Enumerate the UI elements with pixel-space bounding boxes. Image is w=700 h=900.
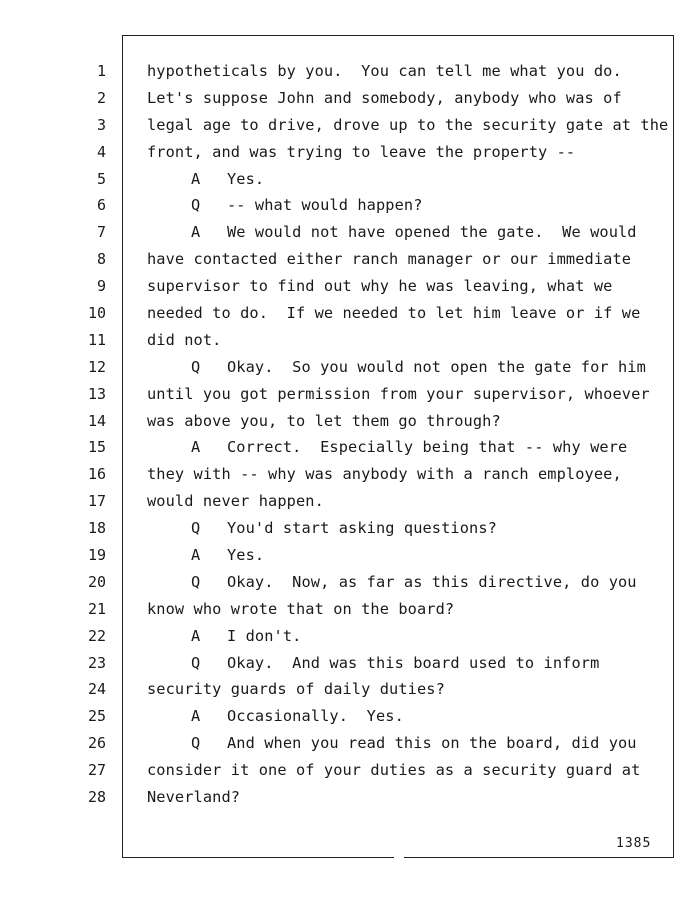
line-text: You'd start asking questions? <box>227 519 497 538</box>
transcript-line <box>147 246 667 273</box>
bottom-rule-left <box>122 857 394 858</box>
line-text: Okay. Now, as far as this directive, do you <box>227 572 637 591</box>
line-number: 2 <box>96 88 106 107</box>
speaker-label: Q <box>191 519 201 538</box>
line-text: front, and was trying to leave the property -- <box>147 142 576 161</box>
line-number: 7 <box>96 223 106 242</box>
line-number: 21 <box>87 599 106 618</box>
line-number: 11 <box>87 330 106 349</box>
transcript-line <box>147 515 667 542</box>
bottom-rule-right <box>404 857 674 858</box>
line-text: Yes. <box>227 169 265 188</box>
line-number: 19 <box>87 546 106 565</box>
speaker-label: A <box>191 169 201 188</box>
line-text: know who wrote that on the board? <box>147 599 455 618</box>
line-number: 1 <box>96 62 106 80</box>
line-text: We would not have opened the gate. We would <box>227 223 637 242</box>
line-number: 15 <box>87 438 106 457</box>
transcript-line <box>147 730 667 757</box>
transcript-line <box>147 192 667 219</box>
line-text: have contacted either ranch manager or our immediate <box>147 250 632 269</box>
transcript-line <box>147 703 667 730</box>
line-text: hypotheticals by you. You can tell me what you do. <box>147 62 622 80</box>
line-number: 4 <box>96 142 106 161</box>
transcript-line <box>147 219 667 246</box>
page-number: 1385 <box>616 836 652 851</box>
line-text: Okay. So you would not open the gate for him <box>227 357 646 376</box>
line-number: 17 <box>87 492 106 511</box>
transcript-line <box>147 139 667 166</box>
line-number: 5 <box>96 169 106 188</box>
speaker-label: Q <box>191 572 201 591</box>
line-text: legal age to drive, drove up to the security gate at the <box>147 115 669 134</box>
transcript-line <box>147 300 667 327</box>
speaker-label: A <box>191 626 201 645</box>
transcript-line <box>147 542 667 569</box>
line-number: 10 <box>87 304 106 323</box>
transcript-line <box>147 623 667 650</box>
transcript-line <box>147 569 667 596</box>
transcript-line <box>147 327 667 354</box>
line-number: 16 <box>87 465 106 484</box>
line-text: I don't. <box>227 626 302 645</box>
line-number: 9 <box>96 277 106 296</box>
transcript-line <box>147 784 667 811</box>
line-text: was above you, to let them go through? <box>147 411 501 430</box>
line-text: supervisor to find out why he was leaving, what we <box>147 277 613 296</box>
transcript-line <box>147 408 667 435</box>
transcript-line <box>147 58 667 85</box>
line-text: Yes. <box>227 546 265 565</box>
line-number: 3 <box>96 115 106 134</box>
transcript-line <box>147 166 667 193</box>
line-text: until you got permission from your supervisor, whoever <box>147 384 650 403</box>
transcript-line <box>147 112 667 139</box>
line-text: And when you read this on the board, did you <box>227 734 637 753</box>
line-text: they with -- why was anybody with a ranch employee, <box>147 465 622 484</box>
line-number: 22 <box>87 626 106 645</box>
transcript-line <box>147 85 667 112</box>
line-text: would never happen. <box>147 492 324 511</box>
transcript-line <box>147 461 667 488</box>
line-text: Occasionally. Yes. <box>227 707 404 726</box>
line-number-column <box>70 58 106 811</box>
transcript-line <box>147 434 667 461</box>
speaker-label: A <box>191 546 201 565</box>
line-text: Correct. Especially being that -- why were <box>227 438 628 457</box>
transcript-line <box>147 650 667 677</box>
line-text: -- what would happen? <box>227 196 423 215</box>
transcript-line <box>147 381 667 408</box>
line-text: security guards of daily duties? <box>147 680 445 699</box>
transcript-body <box>147 58 667 811</box>
line-text: Let's suppose John and somebody, anybody who was of <box>147 88 622 107</box>
transcript-line <box>147 273 667 300</box>
transcript-line <box>147 488 667 515</box>
line-number: 20 <box>87 572 106 591</box>
speaker-label: A <box>191 223 201 242</box>
line-number: 14 <box>87 411 106 430</box>
transcript-line <box>147 354 667 381</box>
speaker-label: Q <box>191 196 201 215</box>
transcript-line <box>147 676 667 703</box>
speaker-label: A <box>191 707 201 726</box>
line-number: 23 <box>87 653 106 672</box>
line-number: 27 <box>87 761 106 780</box>
speaker-label: Q <box>191 357 201 376</box>
line-number: 18 <box>87 519 106 538</box>
speaker-label: Q <box>191 734 201 753</box>
line-number: 13 <box>87 384 106 403</box>
line-text: Neverland? <box>147 788 241 807</box>
speaker-label: A <box>191 438 201 457</box>
line-number: 26 <box>87 734 106 753</box>
line-number: 6 <box>96 196 106 215</box>
line-number: 8 <box>96 250 106 269</box>
transcript-line <box>147 596 667 623</box>
line-text: did not. <box>147 330 222 349</box>
line-text: needed to do. If we needed to let him leave or if we <box>147 304 641 323</box>
line-text: Okay. And was this board used to inform <box>227 653 600 672</box>
speaker-label: Q <box>191 653 201 672</box>
line-number: 25 <box>87 707 106 726</box>
transcript-line <box>147 757 667 784</box>
line-number: 28 <box>87 788 106 807</box>
line-number: 24 <box>87 680 106 699</box>
line-text: consider it one of your duties as a security guard at <box>147 761 641 780</box>
line-number: 12 <box>87 357 106 376</box>
